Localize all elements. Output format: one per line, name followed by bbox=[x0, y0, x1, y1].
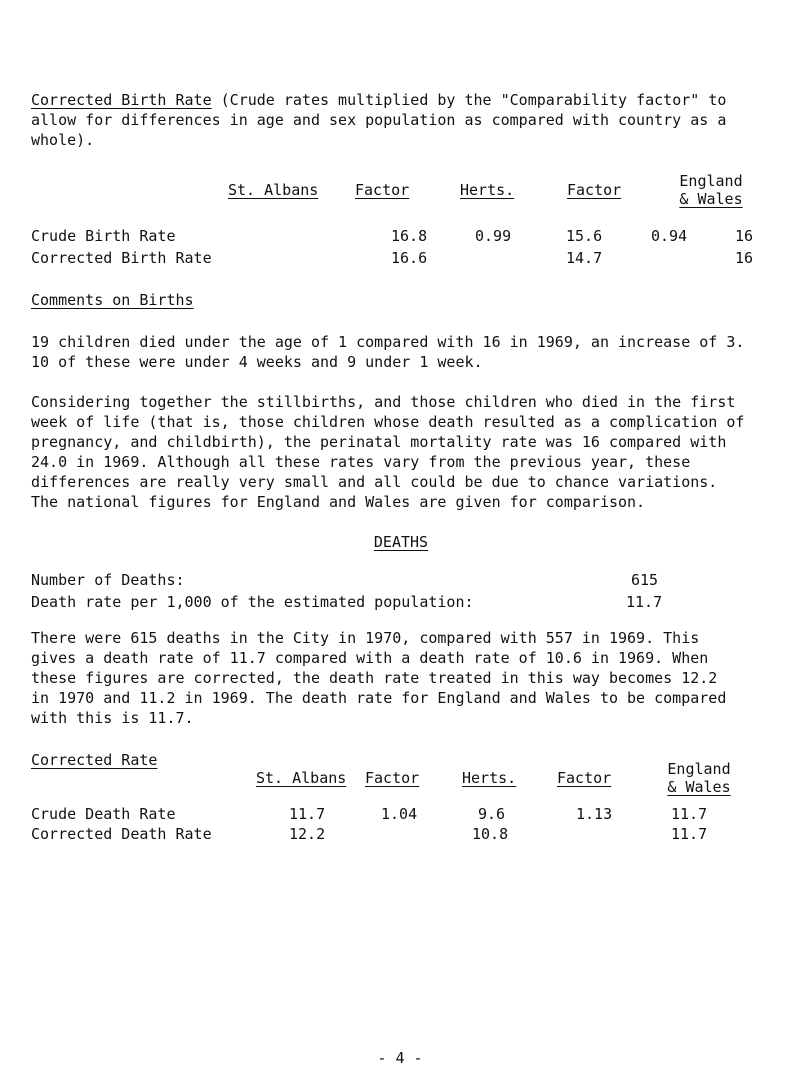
text-line: gives a death rate of 11.7 compared with a death rate of 10.6 in 1969. When bbox=[31, 649, 709, 667]
comments-heading: Comments on Births bbox=[31, 291, 194, 309]
table-row bbox=[31, 248, 771, 268]
deaths-heading: DEATHS bbox=[373, 533, 429, 551]
cell-factor-2: 0.94 bbox=[651, 227, 688, 245]
col-st-albans: St. Albans bbox=[256, 769, 347, 787]
col-england-wales bbox=[649, 760, 749, 796]
intro-line-3: whole). bbox=[31, 131, 95, 149]
intro-paragraph bbox=[31, 90, 771, 150]
cell-st-albans-value: 11.7 bbox=[289, 805, 326, 823]
table-row bbox=[31, 824, 771, 844]
corrected-rate-heading: Corrected Rate bbox=[31, 751, 158, 769]
cell-st-albans-value: 12.2 bbox=[289, 825, 326, 843]
cell-st-albans: 16.6 bbox=[391, 249, 428, 267]
cell-st-albans: 16.8 bbox=[391, 227, 428, 245]
text-line: week of life (that is, those children whose death resulted as a complication of bbox=[31, 413, 745, 431]
cell-factor-1: 0.99 bbox=[475, 227, 512, 245]
col-england-line1: England bbox=[679, 172, 743, 190]
col-england-wales bbox=[671, 172, 751, 208]
cell-factor-1: 1.04 bbox=[381, 805, 418, 823]
col-factor-2: Factor bbox=[557, 769, 612, 787]
comments-paragraph-2 bbox=[31, 392, 771, 512]
row-label: Corrected Birth Rate bbox=[31, 249, 212, 267]
cell-england: 16 bbox=[735, 227, 754, 245]
corrected-birth-rate-heading: Corrected Birth Rate bbox=[31, 91, 212, 109]
text-line: these figures are corrected, the death rate treated in this way becomes 12.2 bbox=[31, 669, 718, 687]
col-factor-2: Factor bbox=[567, 181, 622, 199]
number-of-deaths-value: 615 bbox=[631, 571, 659, 589]
intro-line-1: (Crude rates multiplied by the "Comparability factor" to bbox=[211, 91, 727, 109]
text-line: with this is 11.7. bbox=[31, 709, 194, 727]
cell-england: 16 bbox=[735, 249, 754, 267]
cell-factor-2: 1.13 bbox=[576, 805, 613, 823]
table-row bbox=[31, 226, 771, 246]
text-line: The national figures for England and Wales are given for comparison. bbox=[31, 493, 646, 511]
deaths-heading-wrap bbox=[31, 532, 771, 552]
birth-table-body bbox=[31, 226, 771, 270]
comments-paragraph-1 bbox=[31, 332, 771, 372]
cell-herts: 10.8 bbox=[472, 825, 509, 843]
cell-herts: 15.6 bbox=[566, 227, 603, 245]
col-england-line2: & Wales bbox=[667, 778, 731, 796]
col-herts: Herts. bbox=[460, 181, 515, 199]
cell-england: 11.7 bbox=[671, 805, 708, 823]
table-row bbox=[31, 804, 771, 824]
page-number: - 4 - bbox=[377, 1049, 423, 1067]
col-england-line2: & Wales bbox=[679, 190, 743, 208]
deaths-summary bbox=[31, 570, 771, 614]
text-line: Considering together the stillbirths, and those children who died in the first bbox=[31, 393, 736, 411]
death-rate-label: Death rate per 1,000 of the estimated population: bbox=[31, 593, 474, 611]
text-line: 19 children died under the age of 1 compared with 16 in 1969, an increase of 3. bbox=[31, 333, 745, 351]
death-table-body bbox=[31, 804, 771, 848]
text-line: 10 of these were under 4 weeks and 9 under 1 week. bbox=[31, 353, 483, 371]
cell-england: 11.7 bbox=[671, 825, 708, 843]
cell-herts: 9.6 bbox=[478, 805, 506, 823]
row-label: Crude Birth Rate bbox=[31, 227, 176, 245]
col-factor-1: Factor bbox=[365, 769, 420, 787]
comments-heading-wrap bbox=[31, 290, 771, 310]
text-line: differences are really very small and all could be due to chance variations. bbox=[31, 473, 718, 491]
col-factor-1: Factor bbox=[355, 181, 410, 199]
text-line: There were 615 deaths in the City in 1970, compared with 557 in 1969. This bbox=[31, 629, 700, 647]
col-herts: Herts. bbox=[462, 769, 517, 787]
document-page bbox=[31, 90, 771, 848]
text-line: pregnancy, and childbirth), the perinatal mortality rate was 16 compared with bbox=[31, 433, 727, 451]
death-rate-value: 11.7 bbox=[626, 593, 663, 611]
number-of-deaths-label: Number of Deaths: bbox=[31, 571, 185, 589]
text-line: 24.0 in 1969. Although all these rates vary from the previous year, these bbox=[31, 453, 691, 471]
col-england-line1: England bbox=[667, 760, 731, 778]
deaths-paragraph bbox=[31, 628, 771, 728]
row-label: Corrected Death Rate bbox=[31, 825, 212, 843]
row-label: Crude Death Rate bbox=[31, 805, 176, 823]
cell-herts: 14.7 bbox=[566, 249, 603, 267]
col-st-albans: St. Albans bbox=[228, 181, 319, 199]
birth-table-header bbox=[31, 172, 771, 220]
text-line: in 1970 and 11.2 in 1969. The death rate for England and Wales to be compared bbox=[31, 689, 727, 707]
intro-line-2: allow for differences in age and sex population as compared with country as a bbox=[31, 111, 727, 129]
death-table-header bbox=[31, 750, 771, 796]
